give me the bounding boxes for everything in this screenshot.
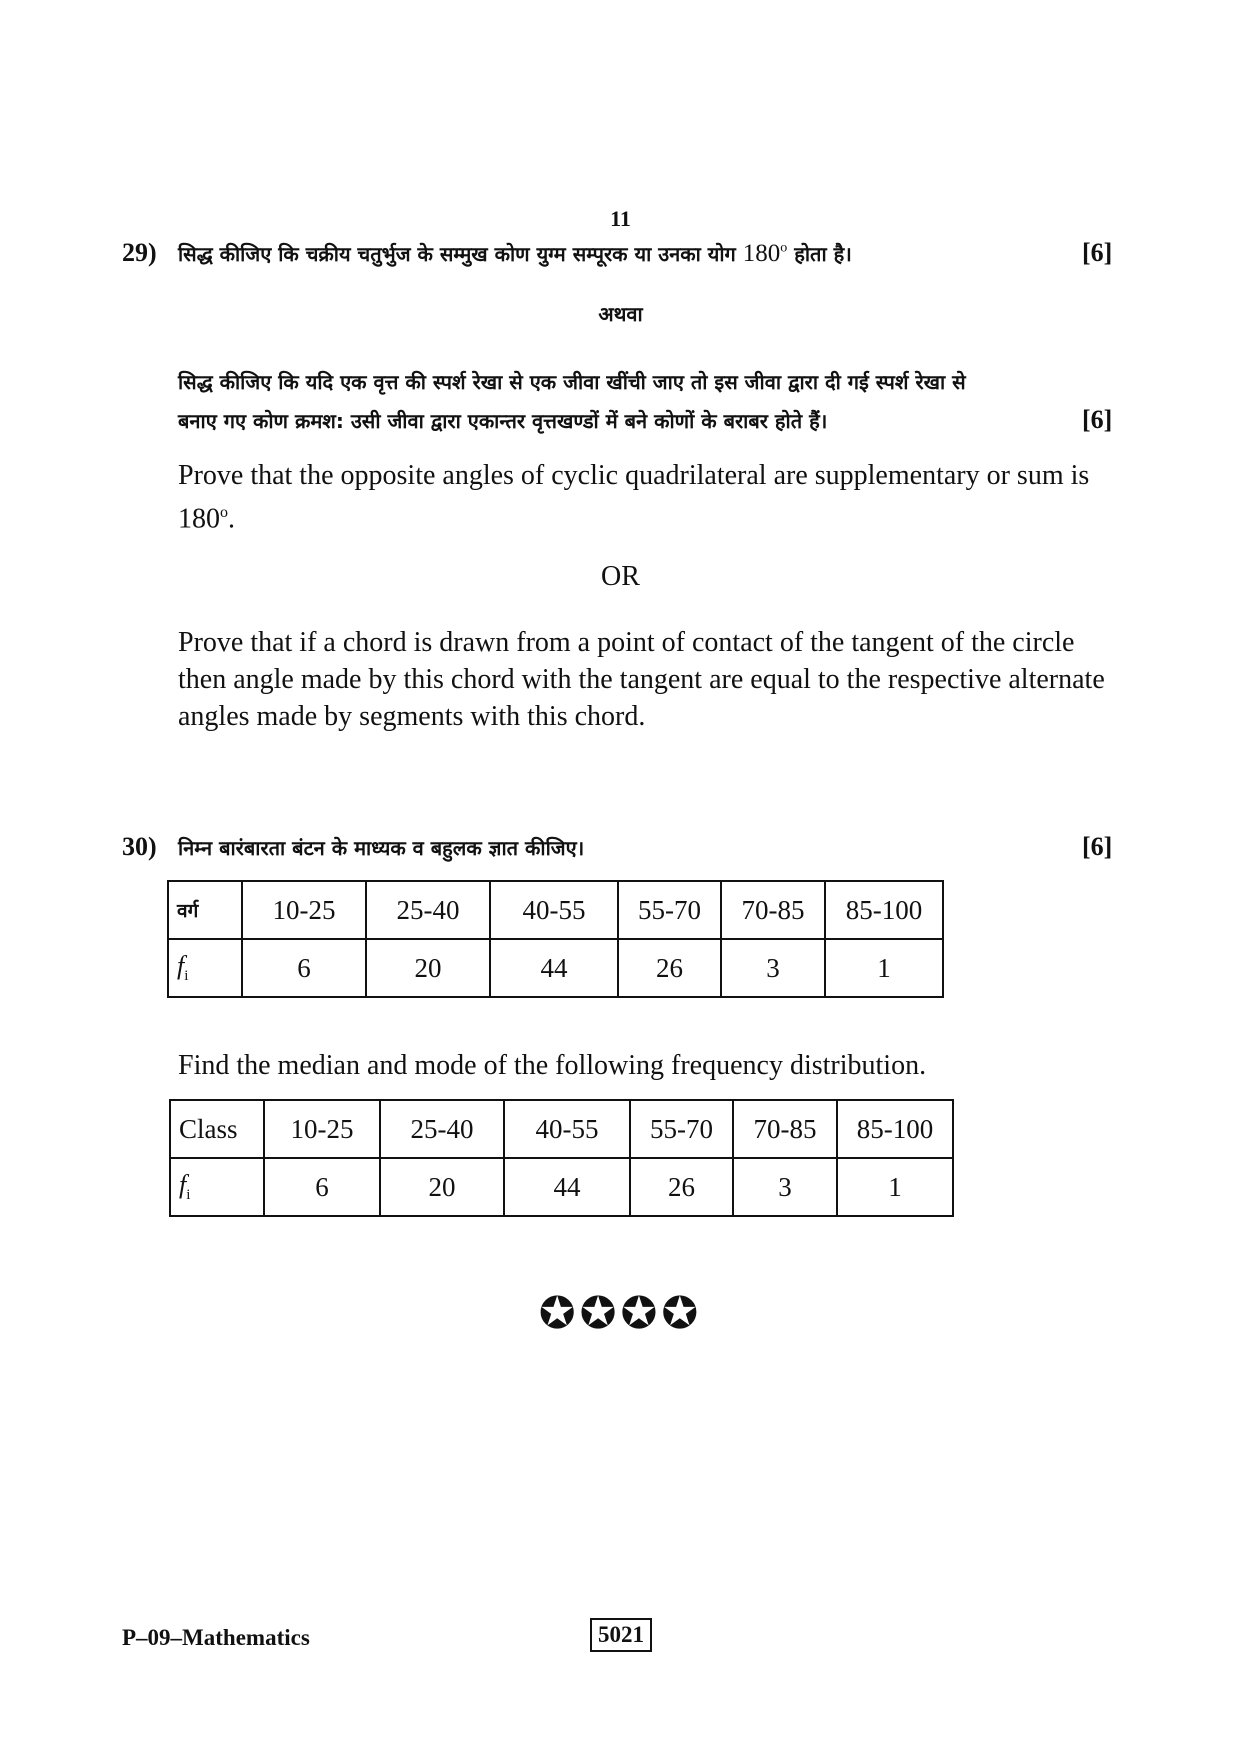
question-30-english-text: Find the median and mode of the following frequency distribution. — [178, 1050, 927, 1081]
english-frequency-table — [169, 1099, 954, 1217]
frequency-header-cell — [170, 1158, 264, 1216]
freq-subscript: i — [184, 968, 189, 985]
frequency-cell: 6 — [264, 1158, 380, 1216]
frequency-cell: 20 — [380, 1158, 504, 1216]
frequency-cell: 6 — [242, 939, 366, 997]
class-cell: 25-40 — [380, 1100, 504, 1158]
frequency-header-cell — [168, 939, 242, 997]
q29-hindi-degree-sign: o — [780, 240, 788, 256]
hindi-or-separator: अथवा — [598, 302, 643, 326]
class-cell: 70-85 — [721, 881, 825, 939]
class-cell: 55-70 — [630, 1100, 733, 1158]
question-29-hindi-text — [178, 240, 852, 268]
frequency-cell: 26 — [630, 1158, 733, 1216]
table-row-class — [170, 1100, 953, 1158]
frequency-cell: 3 — [721, 939, 825, 997]
english-or-separator: OR — [601, 561, 640, 592]
frequency-cell: 1 — [825, 939, 943, 997]
class-cell: 10-25 — [242, 881, 366, 939]
q29-english-alt-line3: angles made by segments with this chord. — [178, 701, 646, 732]
question-30-marks: [6] — [1082, 832, 1113, 861]
class-cell: 40-55 — [504, 1100, 630, 1158]
class-cell: 40-55 — [490, 881, 618, 939]
q29-english-line2 — [178, 494, 235, 537]
class-cell: 70-85 — [733, 1100, 837, 1158]
frequency-cell: 44 — [490, 939, 618, 997]
footer-booklet-code: 5021 — [590, 1618, 652, 1652]
class-cell: 85-100 — [825, 881, 943, 939]
q29-english-degree-sign: o — [220, 504, 228, 521]
question-30-number: 30) — [122, 832, 157, 861]
table-row-frequency — [168, 939, 943, 997]
q29-english-alt-line1: Prove that if a chord is drawn from a point of contact of the tangent of the circle — [178, 627, 1075, 658]
end-of-paper-stars: ✪✪✪✪ — [538, 1289, 703, 1338]
table-row-frequency — [170, 1158, 953, 1216]
page-number: 11 — [610, 206, 631, 231]
q29-english-degree-value: 180 — [178, 503, 220, 535]
q29-hindi-suffix: होता है। — [787, 242, 852, 266]
q29-hindi-alt-line1: सिद्ध कीजिए कि यदि एक वृत्त की स्पर्श रेखा से एक जीवा खींची जाए तो इस जीवा द्वारा दी गई स्पर्श रेखा से — [178, 370, 966, 394]
q29-hindi-degree-value: 180 — [742, 240, 781, 267]
q29-hindi-alt-line2: बनाए गए कोण क्रमश: उसी जीवा द्वारा एकान्तर वृत्तखण्डों में बने कोणों के बराबर होते हैं। — [178, 409, 828, 433]
freq-symbol: f — [179, 1170, 187, 1200]
q29-english-period: . — [228, 503, 235, 535]
question-30-hindi-text: निम्न बारंबारता बंटन के माध्यक व बहुलक ज्ञात कीजिए। — [178, 836, 585, 860]
class-cell: 10-25 — [264, 1100, 380, 1158]
freq-subscript: i — [186, 1187, 191, 1204]
question-29-number: 29) — [122, 238, 157, 267]
q29-hindi-prefix: सिद्ध कीजिए कि चक्रीय चतुर्भुज के सम्मुख कोण युग्म सम्पूरक या उनका योग — [178, 242, 736, 266]
question-29-marks: [6] — [1082, 238, 1113, 267]
class-cell: 55-70 — [618, 881, 721, 939]
table-row-class — [168, 881, 943, 939]
freq-symbol: f — [177, 951, 185, 981]
class-cell: 25-40 — [366, 881, 490, 939]
frequency-cell: 26 — [618, 939, 721, 997]
q29-english-alt-line2: then angle made by this chord with the tangent are equal to the respective alternate — [178, 664, 1105, 695]
q29-hindi-alt-marks: [6] — [1082, 405, 1113, 434]
class-header-cell: वर्ग — [168, 881, 242, 939]
q29-hindi-number — [743, 240, 788, 267]
frequency-cell: 3 — [733, 1158, 837, 1216]
frequency-cell: 20 — [366, 939, 490, 997]
hindi-frequency-table — [167, 880, 944, 998]
class-cell: 85-100 — [837, 1100, 953, 1158]
class-header-cell: Class — [170, 1100, 264, 1158]
frequency-cell: 1 — [837, 1158, 953, 1216]
q29-english-line1: Prove that the opposite angles of cyclic quadrilateral are supplementary or sum is — [178, 460, 1090, 491]
footer-paper-code: P–09–Mathematics — [122, 1625, 310, 1650]
frequency-cell: 44 — [504, 1158, 630, 1216]
